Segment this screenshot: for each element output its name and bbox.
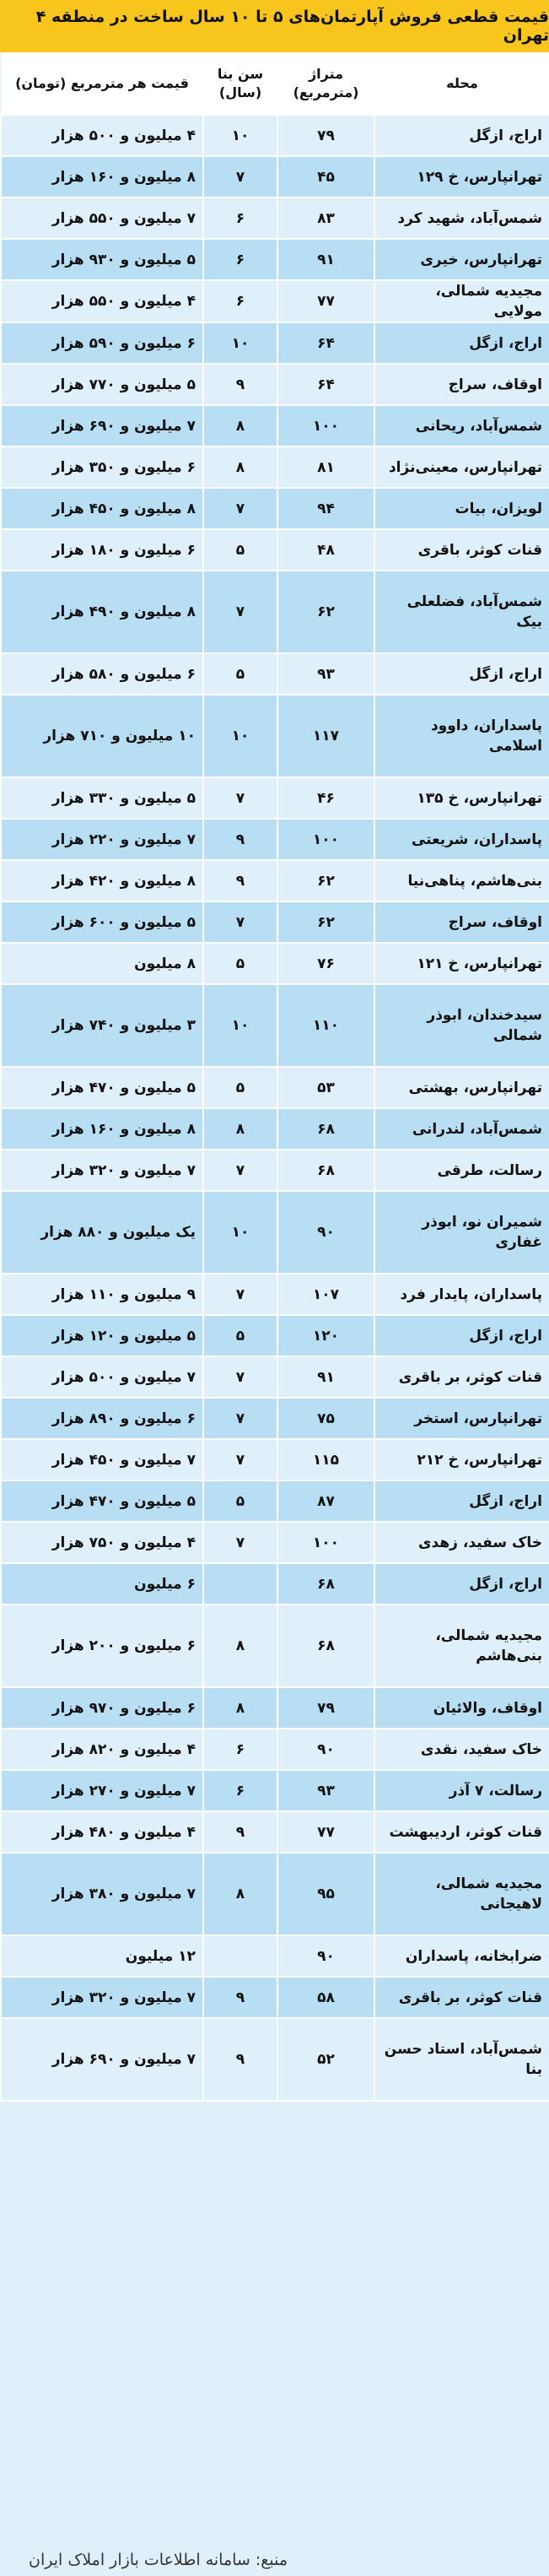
area-cell: مجیدیه شمالی، بنی‌هاشم — [374, 1605, 549, 1687]
age-cell: ۷ — [203, 1398, 277, 1439]
price-cell: ۷ میلیون و ۶۹۰ هزار — [1, 405, 203, 446]
age-cell: ۵ — [203, 1480, 277, 1522]
table-row — [1, 198, 549, 239]
size-cell: ۱۰۷ — [277, 1274, 374, 1315]
size-cell: ۹۰ — [277, 1935, 374, 1977]
table-row — [1, 571, 549, 653]
age-cell: ۵ — [203, 1315, 277, 1356]
size-cell: ۹۱ — [277, 1356, 374, 1398]
table-row — [1, 1108, 549, 1150]
size-cell: ۱۱۵ — [277, 1439, 374, 1480]
area-cell: لویزان، بیات — [374, 488, 549, 529]
age-cell — [203, 1563, 277, 1605]
age-cell: ۷ — [203, 1356, 277, 1398]
header-area: محله — [374, 53, 549, 116]
age-cell: ۷ — [203, 1274, 277, 1315]
price-cell: ۷ میلیون و ۶۹۰ هزار — [1, 2018, 203, 2101]
table-row — [1, 1191, 549, 1274]
size-cell: ۷۹ — [277, 1687, 374, 1729]
age-cell: ۹ — [203, 860, 277, 901]
size-cell: ۵۲ — [277, 2018, 374, 2101]
price-cell: ۳ میلیون و ۷۴۰ هزار — [1, 984, 203, 1067]
price-cell: ۸ میلیون و ۱۶۰ هزار — [1, 1108, 203, 1150]
age-cell: ۸ — [203, 1687, 277, 1729]
age-cell: ۱۰ — [203, 322, 277, 364]
table-row — [1, 1563, 549, 1605]
size-cell: ۸۱ — [277, 446, 374, 488]
price-cell: ۴ میلیون و ۴۸۰ هزار — [1, 1811, 203, 1853]
table-row — [1, 1522, 549, 1563]
area-cell: شمس‌آباد، لندرانی — [374, 1108, 549, 1150]
area-cell: رسالت، طرقی — [374, 1150, 549, 1191]
price-cell: ۷ میلیون و ۳۸۰ هزار — [1, 1853, 203, 1935]
table-row — [1, 322, 549, 364]
size-cell: ۶۴ — [277, 322, 374, 364]
table-row — [1, 405, 549, 446]
area-cell: شمس‌آباد، فضلعلی بیک — [374, 571, 549, 653]
age-cell: ۷ — [203, 901, 277, 943]
age-cell: ۹ — [203, 819, 277, 860]
table-row — [1, 943, 549, 984]
area-cell: شمس‌آباد، ریحانی — [374, 405, 549, 446]
area-cell: قنات کوثر، اردیبهشت — [374, 1811, 549, 1853]
size-cell: ۶۲ — [277, 571, 374, 653]
price-cell: ۷ میلیون و ۳۲۰ هزار — [1, 1977, 203, 2018]
area-cell: مجیدیه شمالی، مولایی — [374, 280, 549, 322]
table-row — [1, 1853, 549, 1935]
age-cell: ۶ — [203, 280, 277, 322]
table-row — [1, 860, 549, 901]
age-cell: ۷ — [203, 571, 277, 653]
area-cell: پاسداران، پایدار فرد — [374, 1274, 549, 1315]
size-cell: ۱۱۷ — [277, 695, 374, 777]
age-cell: ۸ — [203, 1853, 277, 1935]
price-cell: یک میلیون و ۸۸۰ هزار — [1, 1191, 203, 1274]
table-row — [1, 653, 549, 695]
area-cell: تهرانپارس، خ ۱۲۹ — [374, 156, 549, 198]
age-cell: ۱۰ — [203, 984, 277, 1067]
size-cell: ۹۵ — [277, 1853, 374, 1935]
age-cell: ۹ — [203, 1977, 277, 2018]
age-cell: ۱۰ — [203, 1191, 277, 1274]
table-row — [1, 1315, 549, 1356]
size-cell: ۹۰ — [277, 1191, 374, 1274]
age-cell: ۶ — [203, 239, 277, 280]
price-table — [0, 52, 549, 2102]
size-cell: ۹۳ — [277, 653, 374, 695]
price-cell: ۶ میلیون و ۱۸۰ هزار — [1, 529, 203, 571]
age-cell: ۸ — [203, 1108, 277, 1150]
age-cell: ۷ — [203, 1439, 277, 1480]
area-cell: قنات کوثر، باقری — [374, 529, 549, 571]
size-cell: ۹۱ — [277, 239, 374, 280]
price-cell: ۵ میلیون و ۴۷۰ هزار — [1, 1067, 203, 1108]
table-row — [1, 1770, 549, 1811]
area-cell: تهرانپارس، بهشتی — [374, 1067, 549, 1108]
area-cell: پاسداران، شریعتی — [374, 819, 549, 860]
table-row — [1, 364, 549, 405]
table-row — [1, 1977, 549, 2018]
table-row — [1, 446, 549, 488]
table-row — [1, 1605, 549, 1687]
price-cell: ۵ میلیون و ۳۳۰ هزار — [1, 777, 203, 819]
size-cell: ۴۵ — [277, 156, 374, 198]
size-cell: ۶۸ — [277, 1605, 374, 1687]
table-row — [1, 695, 549, 777]
size-cell: ۶۲ — [277, 860, 374, 901]
price-cell: ۶ میلیون و ۵۸۰ هزار — [1, 653, 203, 695]
age-cell: ۸ — [203, 405, 277, 446]
table-row — [1, 529, 549, 571]
table-row — [1, 239, 549, 280]
size-cell: ۱۰۰ — [277, 1522, 374, 1563]
price-cell: ۸ میلیون و ۴۵۰ هزار — [1, 488, 203, 529]
area-cell: اوقاف، سراج — [374, 901, 549, 943]
age-cell: ۸ — [203, 446, 277, 488]
size-cell: ۶۸ — [277, 1108, 374, 1150]
age-cell: ۱۰ — [203, 695, 277, 777]
area-cell: مجیدیه شمالی، لاهیجانی — [374, 1853, 549, 1935]
table-row — [1, 819, 549, 860]
size-cell: ۹۳ — [277, 1770, 374, 1811]
table-row — [1, 2018, 549, 2101]
size-cell: ۷۵ — [277, 1398, 374, 1439]
area-cell: تهرانپارس، خ ۱۳۵ — [374, 777, 549, 819]
size-cell: ۴۸ — [277, 529, 374, 571]
price-cell: ۶ میلیون و ۲۰۰ هزار — [1, 1605, 203, 1687]
age-cell: ۶ — [203, 198, 277, 239]
table-row — [1, 1729, 549, 1770]
area-cell: اوقاف، سراج — [374, 364, 549, 405]
price-cell: ۸ میلیون و ۴۹۰ هزار — [1, 571, 203, 653]
age-cell: ۹ — [203, 2018, 277, 2101]
price-cell: ۶ میلیون و ۹۷۰ هزار — [1, 1687, 203, 1729]
age-cell: ۵ — [203, 529, 277, 571]
area-cell: اراج، ازگل — [374, 653, 549, 695]
price-cell: ۴ میلیون و ۵۰۰ هزار — [1, 115, 203, 156]
size-cell: ۹۰ — [277, 1729, 374, 1770]
price-cell: ۱۲ میلیون — [1, 1935, 203, 1977]
price-cell: ۵ میلیون و ۹۳۰ هزار — [1, 239, 203, 280]
table-row — [1, 280, 549, 322]
area-cell: ضرابخانه، پاسداران — [374, 1935, 549, 1977]
age-cell: ۷ — [203, 1150, 277, 1191]
area-cell: تهرانپارس، خ ۲۱۲ — [374, 1439, 549, 1480]
area-cell: قنات کوثر، بر باقری — [374, 1977, 549, 2018]
price-cell: ۷ میلیون و ۲۷۰ هزار — [1, 1770, 203, 1811]
table-row — [1, 1398, 549, 1439]
table-row — [1, 984, 549, 1067]
size-cell: ۱۲۰ — [277, 1315, 374, 1356]
area-cell: خاک سفید، زهدی — [374, 1522, 549, 1563]
table-row — [1, 1356, 549, 1398]
size-cell: ۱۰۰ — [277, 405, 374, 446]
price-cell: ۵ میلیون و ۴۷۰ هزار — [1, 1480, 203, 1522]
price-cell: ۷ میلیون و ۴۵۰ هزار — [1, 1439, 203, 1480]
table-row — [1, 1150, 549, 1191]
price-cell: ۸ میلیون و ۱۶۰ هزار — [1, 156, 203, 198]
price-cell: ۷ میلیون و ۵۰۰ هزار — [1, 1356, 203, 1398]
price-cell: ۴ میلیون و ۸۲۰ هزار — [1, 1729, 203, 1770]
area-cell: اراج، ازگل — [374, 1563, 549, 1605]
age-cell: ۵ — [203, 653, 277, 695]
size-cell: ۴۶ — [277, 777, 374, 819]
size-cell: ۵۳ — [277, 1067, 374, 1108]
size-cell: ۸۳ — [277, 198, 374, 239]
area-cell: اراج، ازگل — [374, 1480, 549, 1522]
price-cell: ۷ میلیون و ۵۵۰ هزار — [1, 198, 203, 239]
table-row — [1, 156, 549, 198]
age-cell: ۶ — [203, 1770, 277, 1811]
size-cell: ۶۲ — [277, 901, 374, 943]
price-cell: ۶ میلیون و ۳۵۰ هزار — [1, 446, 203, 488]
price-cell: ۵ میلیون و ۶۰۰ هزار — [1, 901, 203, 943]
table-row — [1, 115, 549, 156]
size-cell: ۱۱۰ — [277, 984, 374, 1067]
table-row — [1, 1274, 549, 1315]
size-cell: ۹۴ — [277, 488, 374, 529]
area-cell: تهرانپارس، خیری — [374, 239, 549, 280]
area-cell: بنی‌هاشم، پناهی‌نیا — [374, 860, 549, 901]
table-row — [1, 1687, 549, 1729]
area-cell: اراج، ازگل — [374, 115, 549, 156]
table-row — [1, 1811, 549, 1853]
header-price: قیمت هر مترمربع (تومان) — [1, 53, 203, 116]
source-note: منبع: سامانه اطلاعات بازار املاک ایران — [0, 2544, 549, 2576]
price-cell: ۱۰ میلیون و ۷۱۰ هزار — [1, 695, 203, 777]
page-title: قیمت قطعی فروش آپارتمان‌های ۵ تا ۱۰ سال ساخت در منطقه ۴ تهران — [0, 0, 549, 52]
area-cell: اوقاف، والائیان — [374, 1687, 549, 1729]
table-row — [1, 1439, 549, 1480]
age-cell: ۷ — [203, 1522, 277, 1563]
area-cell: تهرانپارس، استخر — [374, 1398, 549, 1439]
age-cell: ۷ — [203, 488, 277, 529]
header-age: سن بنا (سال) — [203, 53, 277, 116]
price-cell: ۶ میلیون و ۵۹۰ هزار — [1, 322, 203, 364]
size-cell: ۷۹ — [277, 115, 374, 156]
price-cell: ۶ میلیون و ۸۹۰ هزار — [1, 1398, 203, 1439]
age-cell: ۷ — [203, 156, 277, 198]
price-cell: ۵ میلیون و ۱۲۰ هزار — [1, 1315, 203, 1356]
size-cell: ۵۸ — [277, 1977, 374, 2018]
size-cell: ۱۰۰ — [277, 819, 374, 860]
price-cell: ۴ میلیون و ۵۵۰ هزار — [1, 280, 203, 322]
age-cell: ۵ — [203, 1067, 277, 1108]
area-cell: شمس‌آباد، شهید کرد — [374, 198, 549, 239]
age-cell: ۵ — [203, 943, 277, 984]
table-row — [1, 901, 549, 943]
age-cell: ۹ — [203, 1811, 277, 1853]
area-cell: سیدخندان، ابوذر شمالی — [374, 984, 549, 1067]
age-cell: ۷ — [203, 777, 277, 819]
age-cell: ۹ — [203, 364, 277, 405]
size-cell: ۶۸ — [277, 1150, 374, 1191]
age-cell — [203, 1935, 277, 1977]
age-cell: ۱۰ — [203, 115, 277, 156]
price-cell: ۴ میلیون و ۷۵۰ هزار — [1, 1522, 203, 1563]
size-cell: ۸۷ — [277, 1480, 374, 1522]
size-cell: ۷۷ — [277, 1811, 374, 1853]
table-row — [1, 1480, 549, 1522]
price-cell: ۶ میلیون — [1, 1563, 203, 1605]
area-cell: اراج، ازگل — [374, 1315, 549, 1356]
price-cell: ۵ میلیون و ۷۷۰ هزار — [1, 364, 203, 405]
price-cell: ۷ میلیون و ۳۲۰ هزار — [1, 1150, 203, 1191]
price-cell: ۷ میلیون و ۲۲۰ هزار — [1, 819, 203, 860]
area-cell: خاک سفید، نقدی — [374, 1729, 549, 1770]
price-cell: ۸ میلیون و ۴۲۰ هزار — [1, 860, 203, 901]
header-size: متراژ (مترمربع) — [277, 53, 374, 116]
table-row — [1, 488, 549, 529]
area-cell: پاسداران، داوود اسلامی — [374, 695, 549, 777]
age-cell: ۸ — [203, 1605, 277, 1687]
area-cell: قنات کوثر، بر باقری — [374, 1356, 549, 1398]
area-cell: تهرانپارس، خ ۱۲۱ — [374, 943, 549, 984]
size-cell: ۶۴ — [277, 364, 374, 405]
price-cell: ۹ میلیون و ۱۱۰ هزار — [1, 1274, 203, 1315]
age-cell: ۶ — [203, 1729, 277, 1770]
area-cell: شمیران نو، ابوذر غفاری — [374, 1191, 549, 1274]
price-cell: ۸ میلیون — [1, 943, 203, 984]
area-cell: شمس‌آباد، استاد حسن بنا — [374, 2018, 549, 2101]
size-cell: ۷۷ — [277, 280, 374, 322]
table-row — [1, 1067, 549, 1108]
area-cell: تهرانپارس، معینی‌نژاد — [374, 446, 549, 488]
area-cell: رسالت، ۷ آذر — [374, 1770, 549, 1811]
size-cell: ۶۸ — [277, 1563, 374, 1605]
size-cell: ۷۶ — [277, 943, 374, 984]
table-row — [1, 1935, 549, 1977]
table-row — [1, 777, 549, 819]
area-cell: اراج، ازگل — [374, 322, 549, 364]
